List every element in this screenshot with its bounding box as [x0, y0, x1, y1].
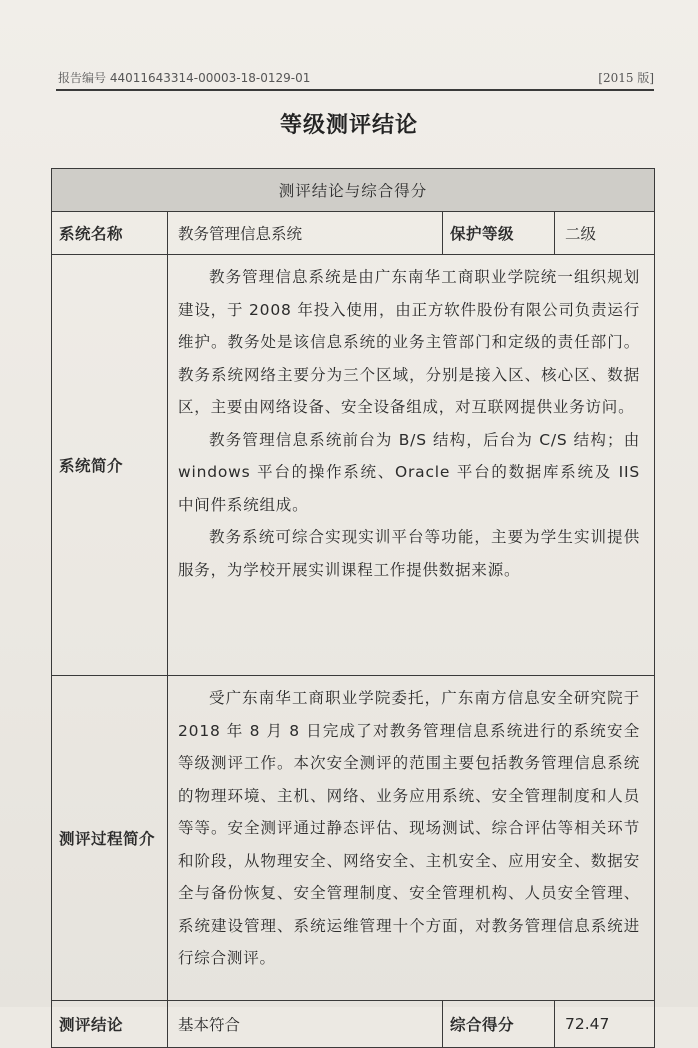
page-title: 等级测评结论: [279, 113, 418, 138]
edition-label: [2015 版]: [598, 71, 654, 85]
system-intro-paragraph: 教务系统可综合实现实训平台等功能，主要为学生实训提供服务，为学校开展实训课程工作提供数据来源。: [178, 528, 641, 579]
protection-level-label: 保护等级: [443, 212, 555, 255]
conclusion-value: 基本符合: [168, 1001, 443, 1048]
score-label: 综合得分: [443, 1001, 555, 1048]
system-name-label: 系统名称: [52, 212, 168, 255]
system-intro-paragraph: 教务管理信息系统前台为 B/S 结构，后台为 C/S 结构；由 windows 平台的操作系统、Oracle 平台的数据库系统及 IIS 中间件系统组成。: [178, 430, 641, 514]
page-header: [56, 69, 654, 91]
system-intro-content: [168, 255, 655, 676]
score-value: 72.47: [555, 1001, 655, 1048]
conclusion-table: [51, 168, 655, 1048]
process-intro-content: [168, 676, 655, 1001]
process-intro-label: 测评过程简介: [52, 676, 168, 1001]
table-caption: 测评结论与综合得分: [52, 169, 655, 212]
system-name-value: 教务管理信息系统: [168, 212, 443, 255]
conclusion-label: 测评结论: [52, 1001, 168, 1048]
process-intro-paragraph: 受广东南华工商职业学院委托，广东南方信息安全研究院于 2018 年 8 月 8 日完成了对教务管理信息系统进行的系统安全等级测评工作。本次安全测评的范围主要包括教务管理信息系统的物理环境、主机、网络、业务应用系统、安全管理制度和人员等等。安全测评通过静态评估、现场测试、综合评估等相关环节和阶段，从物理安全、网络安全、主机安全、应用安全、数据安全与备份恢复、安全管理制度、安全管理机构、人员安全管理、系统建设管理、系统运维管理十个方面，对教务管理信息系统进行综合测评。: [178, 689, 641, 967]
system-intro-label: 系统简介: [52, 255, 168, 676]
report-number: 报告编号 44011643314-00003-18-0129-01: [58, 71, 311, 85]
protection-level-value: 二级: [555, 212, 655, 255]
system-intro-paragraph: 教务管理信息系统是由广东南华工商职业学院统一组织规划建设，于 2008 年投入使用，由正方软件股份有限公司负责运行维护。教务处是该信息系统的业务主管部门和定级的责任部门。教务系统网络主要分为三个区域，分别是接入区、核心区、数据区，主要由网络设备、安全设备组成，对互联网提供业务访问。: [178, 268, 641, 416]
